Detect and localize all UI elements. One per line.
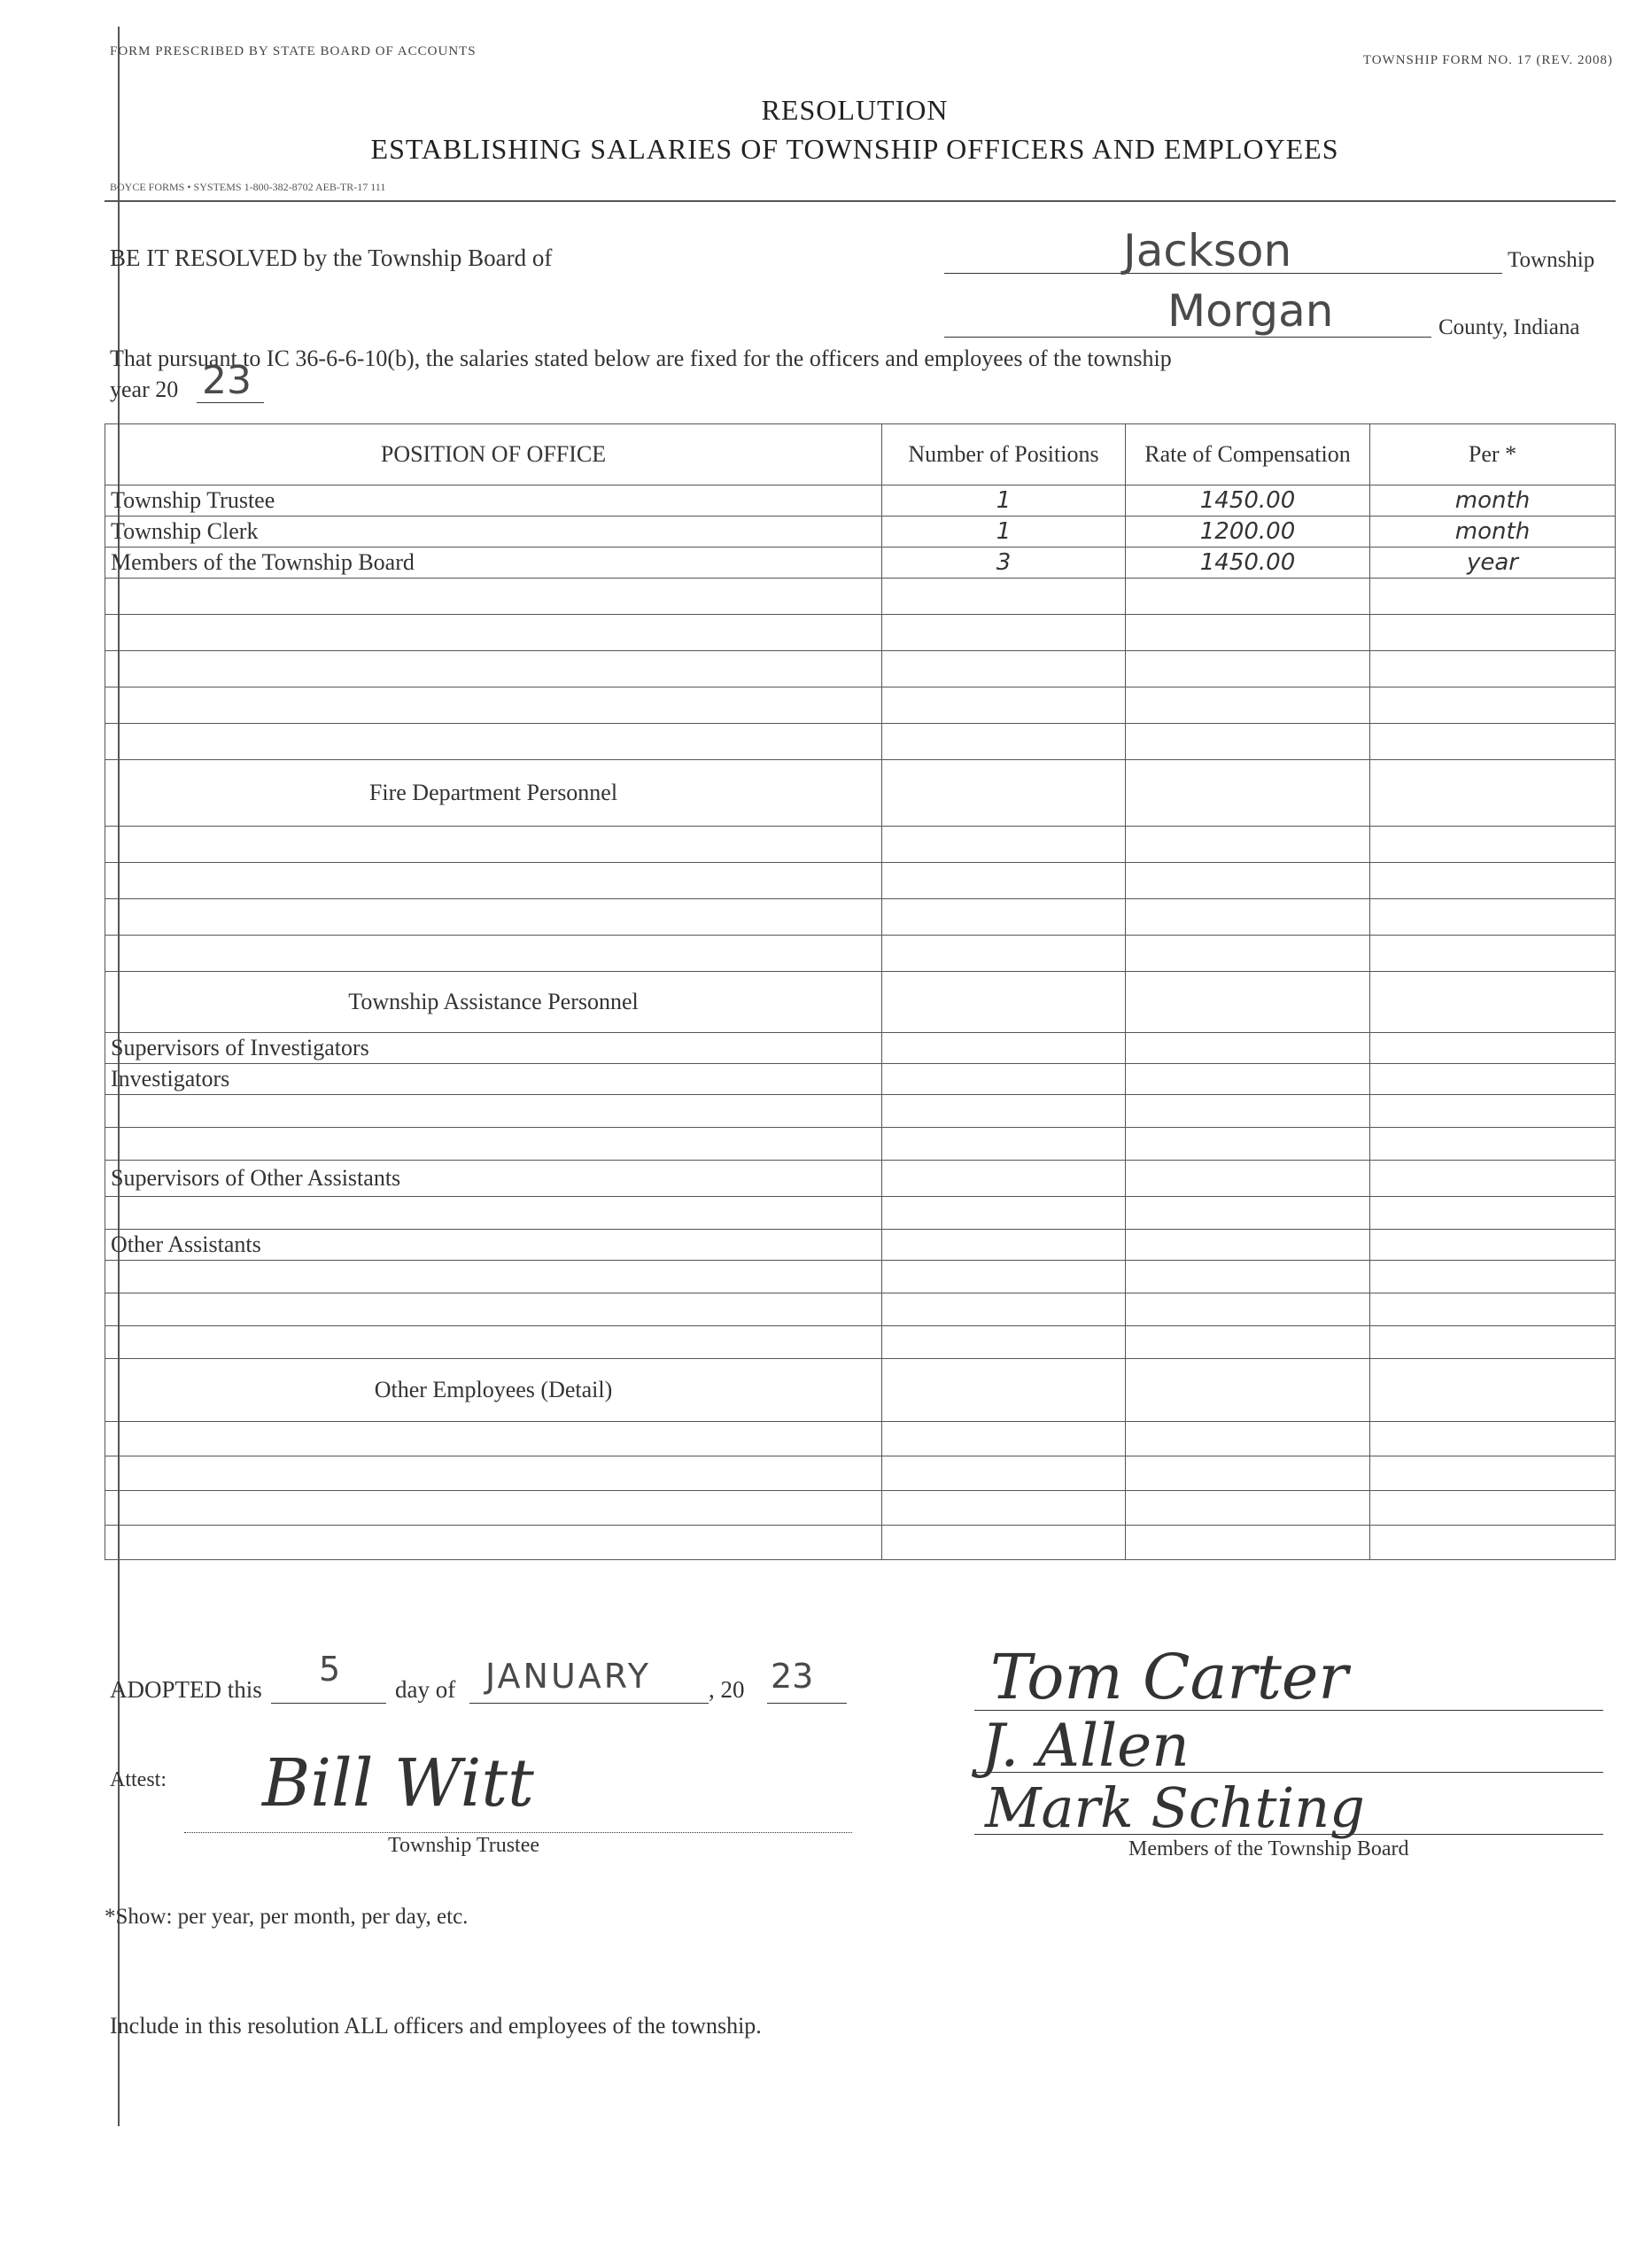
row-per: month bbox=[1370, 485, 1616, 517]
form-prescribed-note: FORM PRESCRIBED BY STATE BOARD OF ACCOUNTS bbox=[110, 44, 477, 58]
show-note: *Show: per year, per month, per day, etc. bbox=[105, 1905, 469, 1929]
section-row-assistance bbox=[105, 972, 1616, 1033]
publisher-note: BOYCE FORMS • SYSTEMS 1-800-382-8702 AEB-TR-17 111 bbox=[110, 181, 386, 193]
year-line bbox=[197, 402, 264, 403]
attest-signature-line bbox=[184, 1832, 852, 1833]
table-row bbox=[105, 687, 1616, 724]
table-row bbox=[105, 548, 1616, 579]
attest-label: Attest: bbox=[110, 1768, 167, 1791]
table-row bbox=[105, 615, 1616, 651]
row-per: month bbox=[1370, 517, 1616, 548]
table-row bbox=[105, 651, 1616, 687]
table-row bbox=[105, 899, 1616, 936]
township-label: Township bbox=[1508, 248, 1595, 272]
row-number: 1 bbox=[882, 517, 1126, 548]
table-row bbox=[105, 1422, 1616, 1456]
be-it-resolved-text: BE IT RESOLVED by the Township Board of bbox=[110, 245, 553, 271]
table-row bbox=[105, 1064, 1616, 1095]
board-signature-2: J. Allen bbox=[981, 1712, 1190, 1780]
row-number: 3 bbox=[882, 548, 1126, 579]
township-name-value: Jackson bbox=[1123, 225, 1292, 276]
adopted-day-line bbox=[271, 1703, 386, 1704]
include-note: Include in this resolution ALL officers and employees of the township. bbox=[110, 2013, 762, 2039]
section-row-other-employees bbox=[105, 1359, 1616, 1422]
table-row bbox=[105, 1326, 1616, 1359]
board-signature-3: Mark Schting bbox=[985, 1775, 1365, 1840]
table-row bbox=[105, 1128, 1616, 1161]
table-row bbox=[105, 1197, 1616, 1230]
row-rate: 1450.00 bbox=[1126, 548, 1370, 579]
county-name-line bbox=[944, 337, 1431, 338]
table-row bbox=[105, 1293, 1616, 1326]
adopted-month-line bbox=[469, 1703, 709, 1704]
adopted-this-label: ADOPTED this bbox=[110, 1676, 262, 1703]
day-of-label: day of bbox=[395, 1676, 456, 1703]
header-position: POSITION OF OFFICE bbox=[105, 424, 882, 485]
adopted-year-prefix: , 20 bbox=[709, 1676, 745, 1703]
table-row bbox=[105, 1261, 1616, 1293]
trustee-signature: Bill Witt bbox=[262, 1745, 534, 1821]
board-signature-1: Tom Carter bbox=[990, 1641, 1348, 1713]
row-position: Members of the Township Board bbox=[105, 548, 882, 579]
table-row bbox=[105, 827, 1616, 863]
section-investigators: Investigators bbox=[105, 1064, 882, 1095]
table-row bbox=[105, 936, 1616, 972]
row-number: 1 bbox=[882, 485, 1126, 517]
row-per: year bbox=[1370, 548, 1616, 579]
row-rate: 1200.00 bbox=[1126, 517, 1370, 548]
section-supervisors-investigators: Supervisors of Investigators bbox=[105, 1033, 882, 1064]
header-rate: Rate of Compensation bbox=[1126, 424, 1370, 485]
section-assistance-label: Township Assistance Personnel bbox=[105, 972, 882, 1033]
table-row bbox=[105, 1491, 1616, 1526]
row-position: Township Clerk bbox=[105, 517, 882, 548]
header-number: Number of Positions bbox=[882, 424, 1126, 485]
section-other-employees-label: Other Employees (Detail) bbox=[105, 1359, 882, 1422]
row-rate: 1450.00 bbox=[1126, 485, 1370, 517]
adopted-day-value: 5 bbox=[319, 1650, 341, 1689]
table-row bbox=[105, 517, 1616, 548]
trustee-label: Township Trustee bbox=[388, 1834, 540, 1857]
form-subtitle: ESTABLISHING SALARIES OF TOWNSHIP OFFICERS AND EMPLOYEES bbox=[370, 133, 1339, 165]
salary-table bbox=[105, 423, 1616, 1560]
row-position: Township Trustee bbox=[105, 485, 882, 517]
table-row bbox=[105, 1526, 1616, 1560]
adopted-month-value: JANUARY bbox=[485, 1657, 651, 1696]
year-prefix: year 20 bbox=[110, 377, 179, 402]
section-row-fire bbox=[105, 760, 1616, 827]
pursuant-text: That pursuant to IC 36-6-6-10(b), the salaries stated below are fixed for the officers and employees of the township bbox=[110, 346, 1172, 371]
header-per: Per * bbox=[1370, 424, 1616, 485]
section-supervisors-other: Supervisors of Other Assistants bbox=[105, 1161, 882, 1197]
table-row bbox=[105, 1161, 1616, 1197]
table-row bbox=[105, 863, 1616, 899]
adopted-year-line bbox=[767, 1703, 847, 1704]
form-title: RESOLUTION bbox=[761, 94, 949, 126]
table-row bbox=[105, 579, 1616, 615]
table-row bbox=[105, 1456, 1616, 1491]
resolution-year-value: 23 bbox=[202, 358, 252, 403]
board-members-label: Members of the Township Board bbox=[1128, 1837, 1409, 1860]
section-fire-label: Fire Department Personnel bbox=[105, 760, 882, 827]
form-number: TOWNSHIP FORM NO. 17 (REV. 2008) bbox=[1362, 53, 1613, 67]
table-row bbox=[105, 1033, 1616, 1064]
table-header-row bbox=[105, 424, 1616, 485]
section-other-assistants: Other Assistants bbox=[105, 1230, 882, 1261]
adopted-year-value: 23 bbox=[771, 1657, 814, 1696]
table-row bbox=[105, 1095, 1616, 1128]
table-row bbox=[105, 724, 1616, 760]
header-divider bbox=[105, 200, 1616, 202]
table-row bbox=[105, 1230, 1616, 1261]
county-name-value: Morgan bbox=[1167, 285, 1334, 337]
table-row bbox=[105, 485, 1616, 517]
county-label: County, Indiana bbox=[1438, 315, 1580, 339]
